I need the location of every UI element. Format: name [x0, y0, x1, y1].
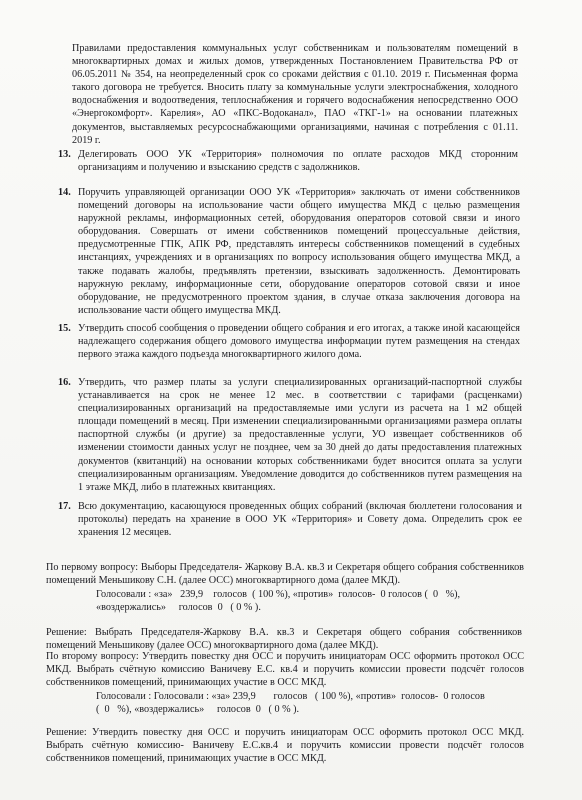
question-1-text: По первому вопросу: Выборы Председателя- Жаркову В.А. кв.3 и Секретаря общего собрания собственников помещений Меньшикову С.Н. (далее ОСС) многоквартирного дома (далее МКД). [46, 562, 524, 587]
item-14-text: Поручить управляющей организации ООО УК «Территория» заключать от имени собственников помещений договоры на использование части общего имущества МКД с целью размещения наружной рекламы, информационных сетей, оборудования операторов сотовой связи и иного оборудования. Совершать от имени собственников помещений процессуальные действия, предусмотренные ГПК, АПК РФ, представлять интересы собственников помещений в судебных инстанциях, учреждениях и в организациях по вопросу использования общего имущества МКД, а также подавать жалобы, предъявлять претензии, взыскивать задолженность. Демонтировать наружную рекламу, информационные сети, оборудование операторов сотовой связи и иное оборудование, не предусмотренного проектом здания, в случае отказа заключения договора на использование части общего имущества МКД. [78, 187, 520, 316]
item-14-number: 14. [58, 187, 71, 198]
question-1-decision: Решение: Выбрать Председателя-Жаркову В.А. кв.3 и Секретаря общего собрания собственников помещений Меньшикову (далее ОСС) многоквартирного дома (далее МКД). [46, 627, 522, 652]
item-13-text: Делегировать ООО УК «Территория» полномочия по оплате расходов МКД сторонним организациям и получению и взысканию средств с задолжников. [78, 149, 518, 174]
item-17-number: 17. [58, 501, 71, 512]
item-17-text: Всю документацию, касающуюся проведенных общих собраний (включая бюллетени голосования и протоколы) передать на хранение в ООО УК «Территория» и Совету дома. Определить срок ее хранения 12 месяцев. [78, 501, 522, 539]
item-16-number: 16. [58, 377, 71, 388]
question-1-votes-line2: «воздержались» голосов 0 ( 0 % ). [96, 602, 261, 613]
question-1-votes-line1: Голосовали : «за» 239,9 голосов ( 100 %), «против» голосов- 0 голосов ( 0 %), [96, 589, 461, 600]
question-2-votes-line1: Голосовали : Голосовали : «за» 239,9 голосов ( 100 %), «против» голосов- 0 голосов [96, 691, 485, 702]
question-2-text: По второму вопросу: Утвердить повестку дня ОСС и поручить инициаторам ОСС оформить протокол ОСС МКД. Выбрать счётную комиссию Ваничеву Е.С. кв.4 и поручить комиссии провести подсчёт голосов собственников помещений, принимающих участие в ОСС МКД. [46, 651, 524, 689]
item-15-text: Утвердить способ сообщения о проведении общего собрания и его итогах, а также иной касающейся надлежащего содержания общего домового имущества информации путем размещения на стендах первого этажа каждого подъезда многоквартирного жилого дома. [78, 323, 520, 361]
item-15-number: 15. [58, 323, 71, 334]
item-13-number: 13. [58, 149, 71, 160]
item-16-text: Утвердить, что размер платы за услуги специализированных организаций-паспортной службы устанавливается на срок не менее 12 мес. в соответствии с тарифами (расценками) специализированных организаций на предоставляемые ими услуги из расчета на 1 м2 общей площади помещений в месяц. При изменении специализированными организациями размера оплаты паспортной службы (и другие) за предоставленные услуги, УО извещает собственников об изменении стоимости данных услуг не позднее, чем за 30 дней до даты предоставления платежных документов (квитанций) на основании которых собственниками будет вносится оплата за услуги специализированным организациям. Уведомление доводится до собственников путем размещения на 1 этаже МКД, либо в платежных квитанциях. [78, 377, 522, 493]
intro-paragraph: Правилами предоставления коммунальных услуг собственникам и пользователям помещений в многоквартирных домах и жилых домов, утвержденных Постановлением Правительства РФ от 06.05.2011 № 354, на неопределенный срок со сроками действия с 01.10. 2019 г. Письменная форма такого договора не требуется. Вносить плату за коммунальные услуги электроснабжения, холодного водоснабжения и водоотведения, теплоснабжения и горячего водоснабжения непосредственно ООО «Энергокомфорт». Карелия», АО «ПКС-Водоканал», ПАО «ТКГ-1» на основании платежных документов, выставляемых ресурсоснабжающими организациями, начиная с потребления с 01.11. 2019 г. [72, 43, 518, 146]
question-2-votes-line2: ( 0 %), «воздержались» голосов 0 ( 0 % ). [96, 704, 300, 715]
question-2-decision: Решение: Утвердить повестку дня ОСС и поручить инициаторам ОСС оформить протокол ОСС МКД. Выбрать счётную комиссию- Ваничеву Е.С.кв.4 и поручить комиссии провести подсчёт голосов собственников помещений, принимающих участие в ОСС МКД. [46, 727, 524, 765]
